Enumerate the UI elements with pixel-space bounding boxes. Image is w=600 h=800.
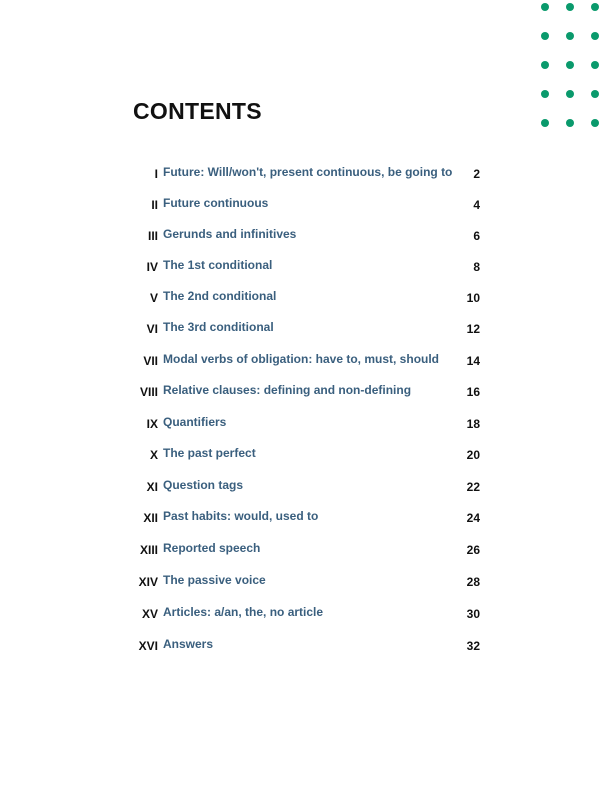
toc-entry[interactable] bbox=[130, 380, 490, 404]
toc-entry-title[interactable]: Future continuous bbox=[163, 196, 269, 210]
toc-entry-page: 20 bbox=[466, 448, 480, 462]
toc-entry-title[interactable]: The 3rd conditional bbox=[163, 320, 274, 334]
decor-dot bbox=[541, 32, 549, 40]
toc-entry-title[interactable]: The 2nd conditional bbox=[163, 289, 277, 303]
toc-entry-number: VIII bbox=[139, 385, 158, 399]
toc-entry[interactable] bbox=[130, 224, 490, 248]
toc-entry[interactable] bbox=[130, 255, 490, 279]
toc-entry-page: 18 bbox=[466, 417, 480, 431]
toc-entry[interactable] bbox=[130, 193, 490, 217]
decor-dot bbox=[591, 61, 599, 69]
toc-entry-number: IV bbox=[146, 260, 158, 274]
toc-entry-page: 32 bbox=[466, 639, 480, 653]
toc-entry-page: 2 bbox=[473, 167, 480, 181]
toc-entry-page: 10 bbox=[466, 291, 480, 305]
toc-entry[interactable] bbox=[130, 475, 490, 499]
page-title: CONTENTS bbox=[133, 98, 262, 124]
toc-entry-number: VI bbox=[146, 322, 158, 336]
toc-entry-title[interactable]: Past habits: would, used to bbox=[163, 509, 319, 523]
toc-entry[interactable] bbox=[130, 412, 490, 436]
toc-entry[interactable] bbox=[130, 538, 490, 562]
toc-entry-page: 28 bbox=[466, 575, 480, 589]
toc-entry[interactable] bbox=[130, 570, 490, 594]
decor-dot bbox=[591, 119, 599, 127]
toc-entry-number: XIII bbox=[139, 543, 158, 557]
toc-entry-number: XV bbox=[141, 607, 158, 621]
toc-entry[interactable] bbox=[130, 286, 490, 310]
toc-entry[interactable] bbox=[130, 317, 490, 341]
toc-entry-number: XVI bbox=[138, 639, 158, 653]
toc-entry-number: V bbox=[149, 291, 158, 305]
toc-entry[interactable] bbox=[130, 349, 490, 373]
toc-entry[interactable] bbox=[130, 162, 490, 186]
toc-entry-number: XIV bbox=[138, 575, 158, 589]
toc-entry-title[interactable]: Answers bbox=[163, 637, 214, 651]
decor-dot bbox=[566, 3, 574, 11]
toc-entry-number: III bbox=[147, 229, 158, 243]
toc-entry-title[interactable]: Relative clauses: defining and non-defining bbox=[163, 383, 412, 397]
toc-entry-title[interactable]: The passive voice bbox=[163, 573, 266, 587]
toc-entry-number: I bbox=[154, 167, 158, 181]
toc-entry-title[interactable]: Gerunds and infinitives bbox=[163, 227, 297, 241]
decor-dot bbox=[541, 61, 549, 69]
toc-entry-title[interactable]: Question tags bbox=[163, 478, 244, 492]
toc-entry-number: X bbox=[149, 448, 158, 462]
decor-dot bbox=[566, 119, 574, 127]
toc-entry-title[interactable]: The past perfect bbox=[163, 446, 256, 460]
toc-entry-page: 14 bbox=[466, 354, 480, 368]
toc-entry-title[interactable]: Modal verbs of obligation: have to, must, should bbox=[163, 352, 440, 366]
decor-dot bbox=[591, 3, 599, 11]
toc-entry[interactable] bbox=[130, 506, 490, 530]
toc-entry[interactable] bbox=[130, 443, 490, 467]
toc-entry-number: IX bbox=[146, 417, 158, 431]
toc-entry-title[interactable]: The 1st conditional bbox=[163, 258, 273, 272]
toc-entry-page: 4 bbox=[473, 198, 480, 212]
toc-entry-title[interactable]: Quantifiers bbox=[163, 415, 227, 429]
toc-entry-page: 30 bbox=[466, 607, 480, 621]
toc-entry-page: 8 bbox=[473, 260, 480, 274]
toc-entry-number: XII bbox=[143, 511, 158, 525]
decor-dot bbox=[591, 32, 599, 40]
toc-entry-page: 6 bbox=[473, 229, 480, 243]
decor-dot bbox=[566, 61, 574, 69]
decor-dot bbox=[566, 90, 574, 98]
decor-dot bbox=[541, 90, 549, 98]
toc-entry-page: 24 bbox=[466, 511, 480, 525]
toc-entry-title[interactable]: Future: Will/won't, present continuous, be going to bbox=[163, 165, 453, 179]
toc-entry-number: VII bbox=[143, 354, 158, 368]
toc-entry-page: 26 bbox=[466, 543, 480, 557]
toc-entry-page: 12 bbox=[466, 322, 480, 336]
dot-grid-decoration bbox=[537, 3, 600, 133]
toc-entry-title[interactable]: Reported speech bbox=[163, 541, 261, 555]
toc-entry[interactable] bbox=[130, 602, 490, 626]
toc-entry-title[interactable]: Articles: a/an, the, no article bbox=[163, 605, 324, 619]
toc-entry-number: XI bbox=[146, 480, 158, 494]
toc-entry-page: 22 bbox=[466, 480, 480, 494]
toc-entry-page: 16 bbox=[466, 385, 480, 399]
toc-entry-number: II bbox=[151, 198, 158, 212]
decor-dot bbox=[541, 3, 549, 11]
toc-entry[interactable] bbox=[130, 634, 490, 658]
decor-dot bbox=[541, 119, 549, 127]
decor-dot bbox=[591, 90, 599, 98]
decor-dot bbox=[566, 32, 574, 40]
